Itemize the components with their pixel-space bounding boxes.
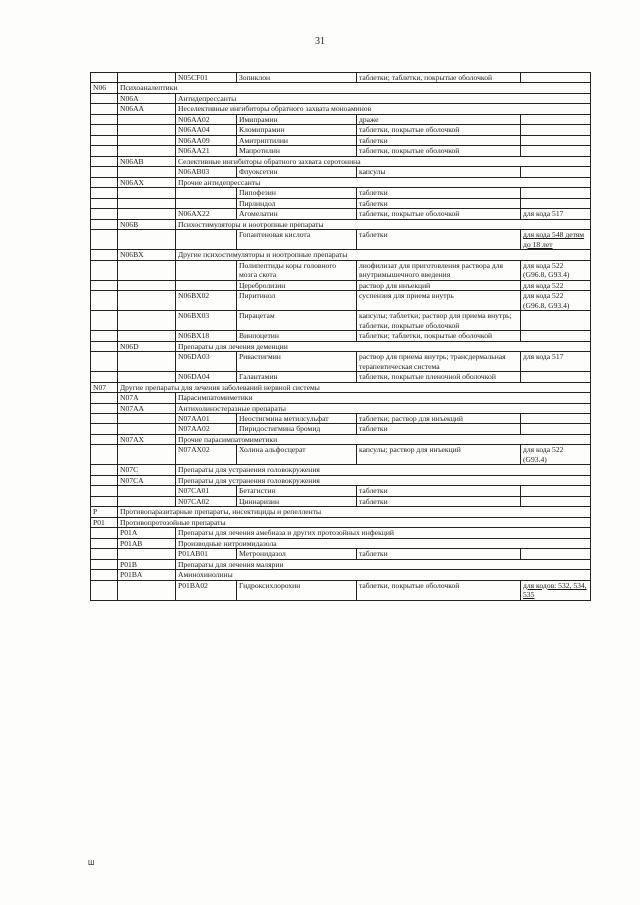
group-title-cell: Препараты для лечения амебиаза и других протозойных инфекций	[176, 528, 591, 538]
atc-code-cell	[176, 230, 237, 250]
dosage-form-cell: таблетки	[357, 135, 521, 145]
atc-level1-cell	[91, 167, 118, 177]
note-cell: для кодов: 532, 534, 535	[521, 580, 591, 600]
atc-level2-cell	[118, 73, 176, 83]
atc-level1-cell	[91, 528, 118, 538]
atc-code-cell: N06AA04	[176, 125, 237, 135]
note-cell	[521, 167, 591, 177]
atc-level1-cell	[91, 341, 118, 351]
table-row	[91, 73, 591, 83]
table-row	[91, 311, 591, 331]
atc-level2-cell	[118, 372, 176, 382]
atc-level1-cell	[91, 156, 118, 166]
dosage-form-cell: таблетки	[357, 549, 521, 559]
atc-level2-cell	[118, 135, 176, 145]
atc-level2-cell: N07AA	[118, 403, 176, 413]
table-row	[91, 125, 591, 135]
dosage-form-cell: капсулы; раствор для инъекций	[357, 445, 521, 465]
table-row	[91, 331, 591, 341]
drug-classification-table	[90, 72, 591, 601]
atc-level1-cell	[91, 219, 118, 229]
atc-level1-cell	[91, 198, 118, 208]
atc-code-cell: N06DA03	[176, 352, 237, 372]
note-cell	[521, 73, 591, 83]
table-row	[91, 209, 591, 219]
dosage-form-cell: таблетки	[357, 198, 521, 208]
atc-level1-cell	[91, 291, 118, 311]
atc-level1-cell	[91, 372, 118, 382]
table-row	[91, 230, 591, 250]
atc-code-cell: N06AA09	[176, 135, 237, 145]
group-title-cell: Неселективные ингибиторы обратного захвата моноаминов	[176, 104, 591, 114]
atc-level1-cell	[91, 125, 118, 135]
atc-code-cell: N07AA01	[176, 413, 237, 423]
atc-level2-cell: P01A	[118, 528, 176, 538]
group-title-cell: Препараты для лечения малярии	[176, 559, 591, 569]
drug-name-cell: Флуоксетин	[237, 167, 357, 177]
table-row	[91, 517, 591, 527]
atc-code-cell	[176, 198, 237, 208]
atc-code-cell: N05CF01	[176, 73, 237, 83]
table-row	[91, 280, 591, 290]
atc-code-cell	[176, 188, 237, 198]
group-title-cell: Противопаразитарные препараты, инсектициды и репелленты	[118, 507, 591, 517]
atc-code-cell	[176, 280, 237, 290]
note-cell	[521, 135, 591, 145]
drug-name-cell: Кломипрамин	[237, 125, 357, 135]
table-row	[91, 83, 591, 93]
group-title-cell: Препараты для устранения головокружения	[176, 475, 591, 485]
atc-code-cell: N07AX02	[176, 445, 237, 465]
atc-level1-cell	[91, 424, 118, 434]
drug-name-cell: Галантамин	[237, 372, 357, 382]
atc-code-cell: N06DA04	[176, 372, 237, 382]
group-title-cell: Антидепрессанты	[176, 93, 591, 103]
atc-level2-cell: N06B	[118, 219, 176, 229]
drug-name-cell: Метронидазол	[237, 549, 357, 559]
atc-level2-cell	[118, 331, 176, 341]
drug-name-cell: Ривастигмин	[237, 352, 357, 372]
atc-level1-cell	[91, 549, 118, 559]
atc-level1-cell	[91, 230, 118, 250]
atc-level1-cell: N07	[91, 382, 118, 392]
drug-name-cell: Амитриптилин	[237, 135, 357, 145]
drug-name-cell: Пирлиндол	[237, 198, 357, 208]
group-title-cell: Противопротозойные препараты	[118, 517, 591, 527]
dosage-form-cell: таблетки	[357, 424, 521, 434]
drug-name-cell: Пиридостигмина бромид	[237, 424, 357, 434]
atc-code-cell: N06AX22	[176, 209, 237, 219]
table-row	[91, 570, 591, 580]
table-row	[91, 135, 591, 145]
table-row	[91, 156, 591, 166]
atc-code-cell	[176, 260, 237, 280]
atc-level2-cell	[118, 580, 176, 600]
atc-level2-cell	[118, 167, 176, 177]
drug-name-cell: Полипептиды коры головного мозга скота	[237, 260, 357, 280]
atc-level2-cell: N06BX	[118, 250, 176, 260]
table-row	[91, 424, 591, 434]
group-title-cell: Другие препараты для лечения заболеваний нервной системы	[118, 382, 591, 392]
atc-level1-cell	[91, 580, 118, 600]
atc-level2-cell	[118, 230, 176, 250]
drug-name-cell: Циннаризин	[237, 496, 357, 506]
atc-level2-cell	[118, 496, 176, 506]
atc-level1-cell	[91, 475, 118, 485]
note-cell	[521, 549, 591, 559]
dosage-form-cell: таблетки; таблетки, покрытые оболочкой	[357, 73, 521, 83]
dosage-form-cell: таблетки	[357, 188, 521, 198]
table-row	[91, 496, 591, 506]
atc-code-cell: N07CA01	[176, 486, 237, 496]
note-cell	[521, 146, 591, 156]
atc-code-cell: N07AA02	[176, 424, 237, 434]
group-title-cell: Препараты для лечения деменции	[176, 341, 591, 351]
atc-level2-cell	[118, 188, 176, 198]
atc-code-cell: N07CA02	[176, 496, 237, 506]
atc-level2-cell: N07C	[118, 465, 176, 475]
note-cell	[521, 198, 591, 208]
table-row	[91, 403, 591, 413]
atc-level2-cell: N06A	[118, 93, 176, 103]
atc-level2-cell: N06D	[118, 341, 176, 351]
atc-level1-cell: N06	[91, 83, 118, 93]
atc-level1-cell	[91, 559, 118, 569]
drug-name-cell: Винпоцетин	[237, 331, 357, 341]
table-row	[91, 445, 591, 465]
note-cell	[521, 311, 591, 331]
note-cell	[521, 424, 591, 434]
note-cell: для кода 517	[521, 352, 591, 372]
note-cell	[521, 114, 591, 124]
table-row	[91, 188, 591, 198]
atc-level1-cell	[91, 331, 118, 341]
dosage-form-cell: таблетки	[357, 496, 521, 506]
note-cell	[521, 372, 591, 382]
dosage-form-cell: таблетки; раствор для инъекций	[357, 413, 521, 423]
drug-name-cell: Пирацетам	[237, 311, 357, 331]
table-row	[91, 434, 591, 444]
atc-level1-cell: P	[91, 507, 118, 517]
drug-name-cell: Мапротилин	[237, 146, 357, 156]
atc-level1-cell	[91, 413, 118, 423]
atc-level1-cell	[91, 403, 118, 413]
table-row	[91, 393, 591, 403]
table-row	[91, 559, 591, 569]
table-row	[91, 465, 591, 475]
note-cell: для кода 522	[521, 280, 591, 290]
atc-level2-cell: N06AB	[118, 156, 176, 166]
dosage-form-cell: таблетки, покрытые оболочкой	[357, 125, 521, 135]
table-row	[91, 93, 591, 103]
atc-level2-cell: N07A	[118, 393, 176, 403]
atc-level2-cell	[118, 291, 176, 311]
group-title-cell: Психостимуляторы и ноотропные препараты	[176, 219, 591, 229]
table-row	[91, 104, 591, 114]
atc-level1-cell	[91, 434, 118, 444]
atc-level1-cell	[91, 260, 118, 280]
table-row	[91, 146, 591, 156]
table-row	[91, 352, 591, 372]
group-title-cell: Прочие антидепрессанты	[176, 177, 591, 187]
table-row	[91, 341, 591, 351]
dosage-form-cell: таблетки, покрытые оболочкой	[357, 146, 521, 156]
note-cell	[521, 496, 591, 506]
atc-level1-cell	[91, 73, 118, 83]
atc-level2-cell: N06AA	[118, 104, 176, 114]
atc-level2-cell	[118, 352, 176, 372]
atc-level1-cell	[91, 486, 118, 496]
atc-level1-cell	[91, 393, 118, 403]
note-cell: для кода 522 (G96.8, G93.4)	[521, 291, 591, 311]
atc-level2-cell: P01B	[118, 559, 176, 569]
drug-name-cell: Церебролизин	[237, 280, 357, 290]
table-row	[91, 167, 591, 177]
atc-level2-cell: N07AX	[118, 434, 176, 444]
atc-code-cell: N06BX18	[176, 331, 237, 341]
group-title-cell: Прочие парасимпатомиметики	[176, 434, 591, 444]
atc-level1-cell	[91, 93, 118, 103]
atc-level2-cell	[118, 413, 176, 423]
atc-level2-cell	[118, 486, 176, 496]
dosage-form-cell: таблетки, покрытые пленочной оболочкой	[357, 372, 521, 382]
dosage-form-cell: таблетки	[357, 230, 521, 250]
atc-code-cell: N06BX02	[176, 291, 237, 311]
dosage-form-cell: таблетки; таблетки, покрытые оболочкой	[357, 331, 521, 341]
table-row	[91, 486, 591, 496]
atc-level1-cell	[91, 209, 118, 219]
atc-level2-cell	[118, 125, 176, 135]
table-row	[91, 260, 591, 280]
atc-level1-cell	[91, 177, 118, 187]
atc-level2-cell: P01AB	[118, 538, 176, 548]
group-title-cell: Антихолинэстеразные препараты	[176, 403, 591, 413]
group-title-cell: Аминохинолины	[176, 570, 591, 580]
atc-level2-cell	[118, 549, 176, 559]
atc-level2-cell	[118, 445, 176, 465]
atc-level2-cell	[118, 260, 176, 280]
atc-level1-cell	[91, 250, 118, 260]
dosage-form-cell: драже	[357, 114, 521, 124]
note-cell	[521, 413, 591, 423]
drug-name-cell: Имипрамин	[237, 114, 357, 124]
table-row	[91, 413, 591, 423]
atc-code-cell: P01BA02	[176, 580, 237, 600]
drug-name-cell: Неостигмина метилсульфат	[237, 413, 357, 423]
table-row	[91, 382, 591, 392]
table-row	[91, 372, 591, 382]
table-row	[91, 528, 591, 538]
dosage-form-cell: таблетки, покрытые оболочкой	[357, 580, 521, 600]
table-row	[91, 250, 591, 260]
atc-level1-cell	[91, 352, 118, 372]
atc-code-cell: N06BX03	[176, 311, 237, 331]
atc-level1-cell	[91, 146, 118, 156]
atc-level2-cell	[118, 209, 176, 219]
atc-level1-cell: P01	[91, 517, 118, 527]
atc-level2-cell: P01BA	[118, 570, 176, 580]
atc-level1-cell	[91, 104, 118, 114]
table-row	[91, 177, 591, 187]
atc-code-cell: P01AB01	[176, 549, 237, 559]
atc-level1-cell	[91, 538, 118, 548]
note-cell: для кода 548 детям до 18 лет	[521, 230, 591, 250]
dosage-form-cell: раствор для приема внутрь; трансдермальная терапевтическая система	[357, 352, 521, 372]
drug-name-cell: Зопиклон	[237, 73, 357, 83]
atc-code-cell: N06AA02	[176, 114, 237, 124]
scan-mark: Ш	[88, 860, 95, 867]
atc-level1-cell	[91, 280, 118, 290]
table-row	[91, 198, 591, 208]
atc-level2-cell	[118, 146, 176, 156]
drug-name-cell: Гидроксихлорохин	[237, 580, 357, 600]
atc-level1-cell	[91, 570, 118, 580]
atc-level2-cell: N07CA	[118, 475, 176, 485]
atc-level1-cell	[91, 311, 118, 331]
atc-level1-cell	[91, 114, 118, 124]
atc-level2-cell	[118, 280, 176, 290]
atc-level1-cell	[91, 188, 118, 198]
atc-code-cell: N06AB03	[176, 167, 237, 177]
dosage-form-cell: таблетки, покрытые оболочкой	[357, 209, 521, 219]
table-row	[91, 507, 591, 517]
dosage-form-cell: таблетки	[357, 486, 521, 496]
drug-name-cell: Бетагистин	[237, 486, 357, 496]
table-row	[91, 475, 591, 485]
group-title-cell: Селективные ингибиторы обратного захвата серотонина	[176, 156, 591, 166]
group-title-cell: Другие психостимуляторы и ноотропные препараты	[176, 250, 591, 260]
atc-level2-cell	[118, 198, 176, 208]
note-cell: для кода 517	[521, 209, 591, 219]
dosage-form-cell: суспензия для приема внутрь	[357, 291, 521, 311]
table-row	[91, 538, 591, 548]
dosage-form-cell: лиофилизат для приготовления раствора для внутримышечного введения	[357, 260, 521, 280]
atc-level1-cell	[91, 135, 118, 145]
atc-level2-cell	[118, 114, 176, 124]
dosage-form-cell: капсулы; таблетки; раствор для приема внутрь; таблетки, покрытые оболочкой	[357, 311, 521, 331]
atc-level1-cell	[91, 496, 118, 506]
atc-level1-cell	[91, 445, 118, 465]
table-row	[91, 549, 591, 559]
dosage-form-cell: раствор для инъекций	[357, 280, 521, 290]
group-title-cell: Психоаналептики	[118, 83, 591, 93]
table-row	[91, 219, 591, 229]
drug-name-cell: Пипофезин	[237, 188, 357, 198]
atc-level2-cell: N06AX	[118, 177, 176, 187]
note-cell: для кода 522 (G96.8, G93.4)	[521, 260, 591, 280]
drug-name-cell: Пиритинол	[237, 291, 357, 311]
group-title-cell: Производные нитроимидазола	[176, 538, 591, 548]
group-title-cell: Парасимпатомиметики	[176, 393, 591, 403]
note-cell	[521, 331, 591, 341]
table-row	[91, 291, 591, 311]
atc-code-cell: N06AA21	[176, 146, 237, 156]
drug-name-cell: Агомелатин	[237, 209, 357, 219]
page-number: 31	[315, 36, 325, 47]
drug-name-cell: Гопантеновая кислота	[237, 230, 357, 250]
dosage-form-cell: капсулы	[357, 167, 521, 177]
note-cell	[521, 125, 591, 135]
drug-name-cell: Холина альфосцерат	[237, 445, 357, 465]
note-cell	[521, 486, 591, 496]
atc-level1-cell	[91, 465, 118, 475]
table-row	[91, 114, 591, 124]
group-title-cell: Препараты для устранения головокружения	[176, 465, 591, 475]
note-cell: для кода 522 (G93.4)	[521, 445, 591, 465]
table-row	[91, 580, 591, 600]
atc-level2-cell	[118, 424, 176, 434]
note-cell	[521, 188, 591, 198]
atc-level2-cell	[118, 311, 176, 331]
